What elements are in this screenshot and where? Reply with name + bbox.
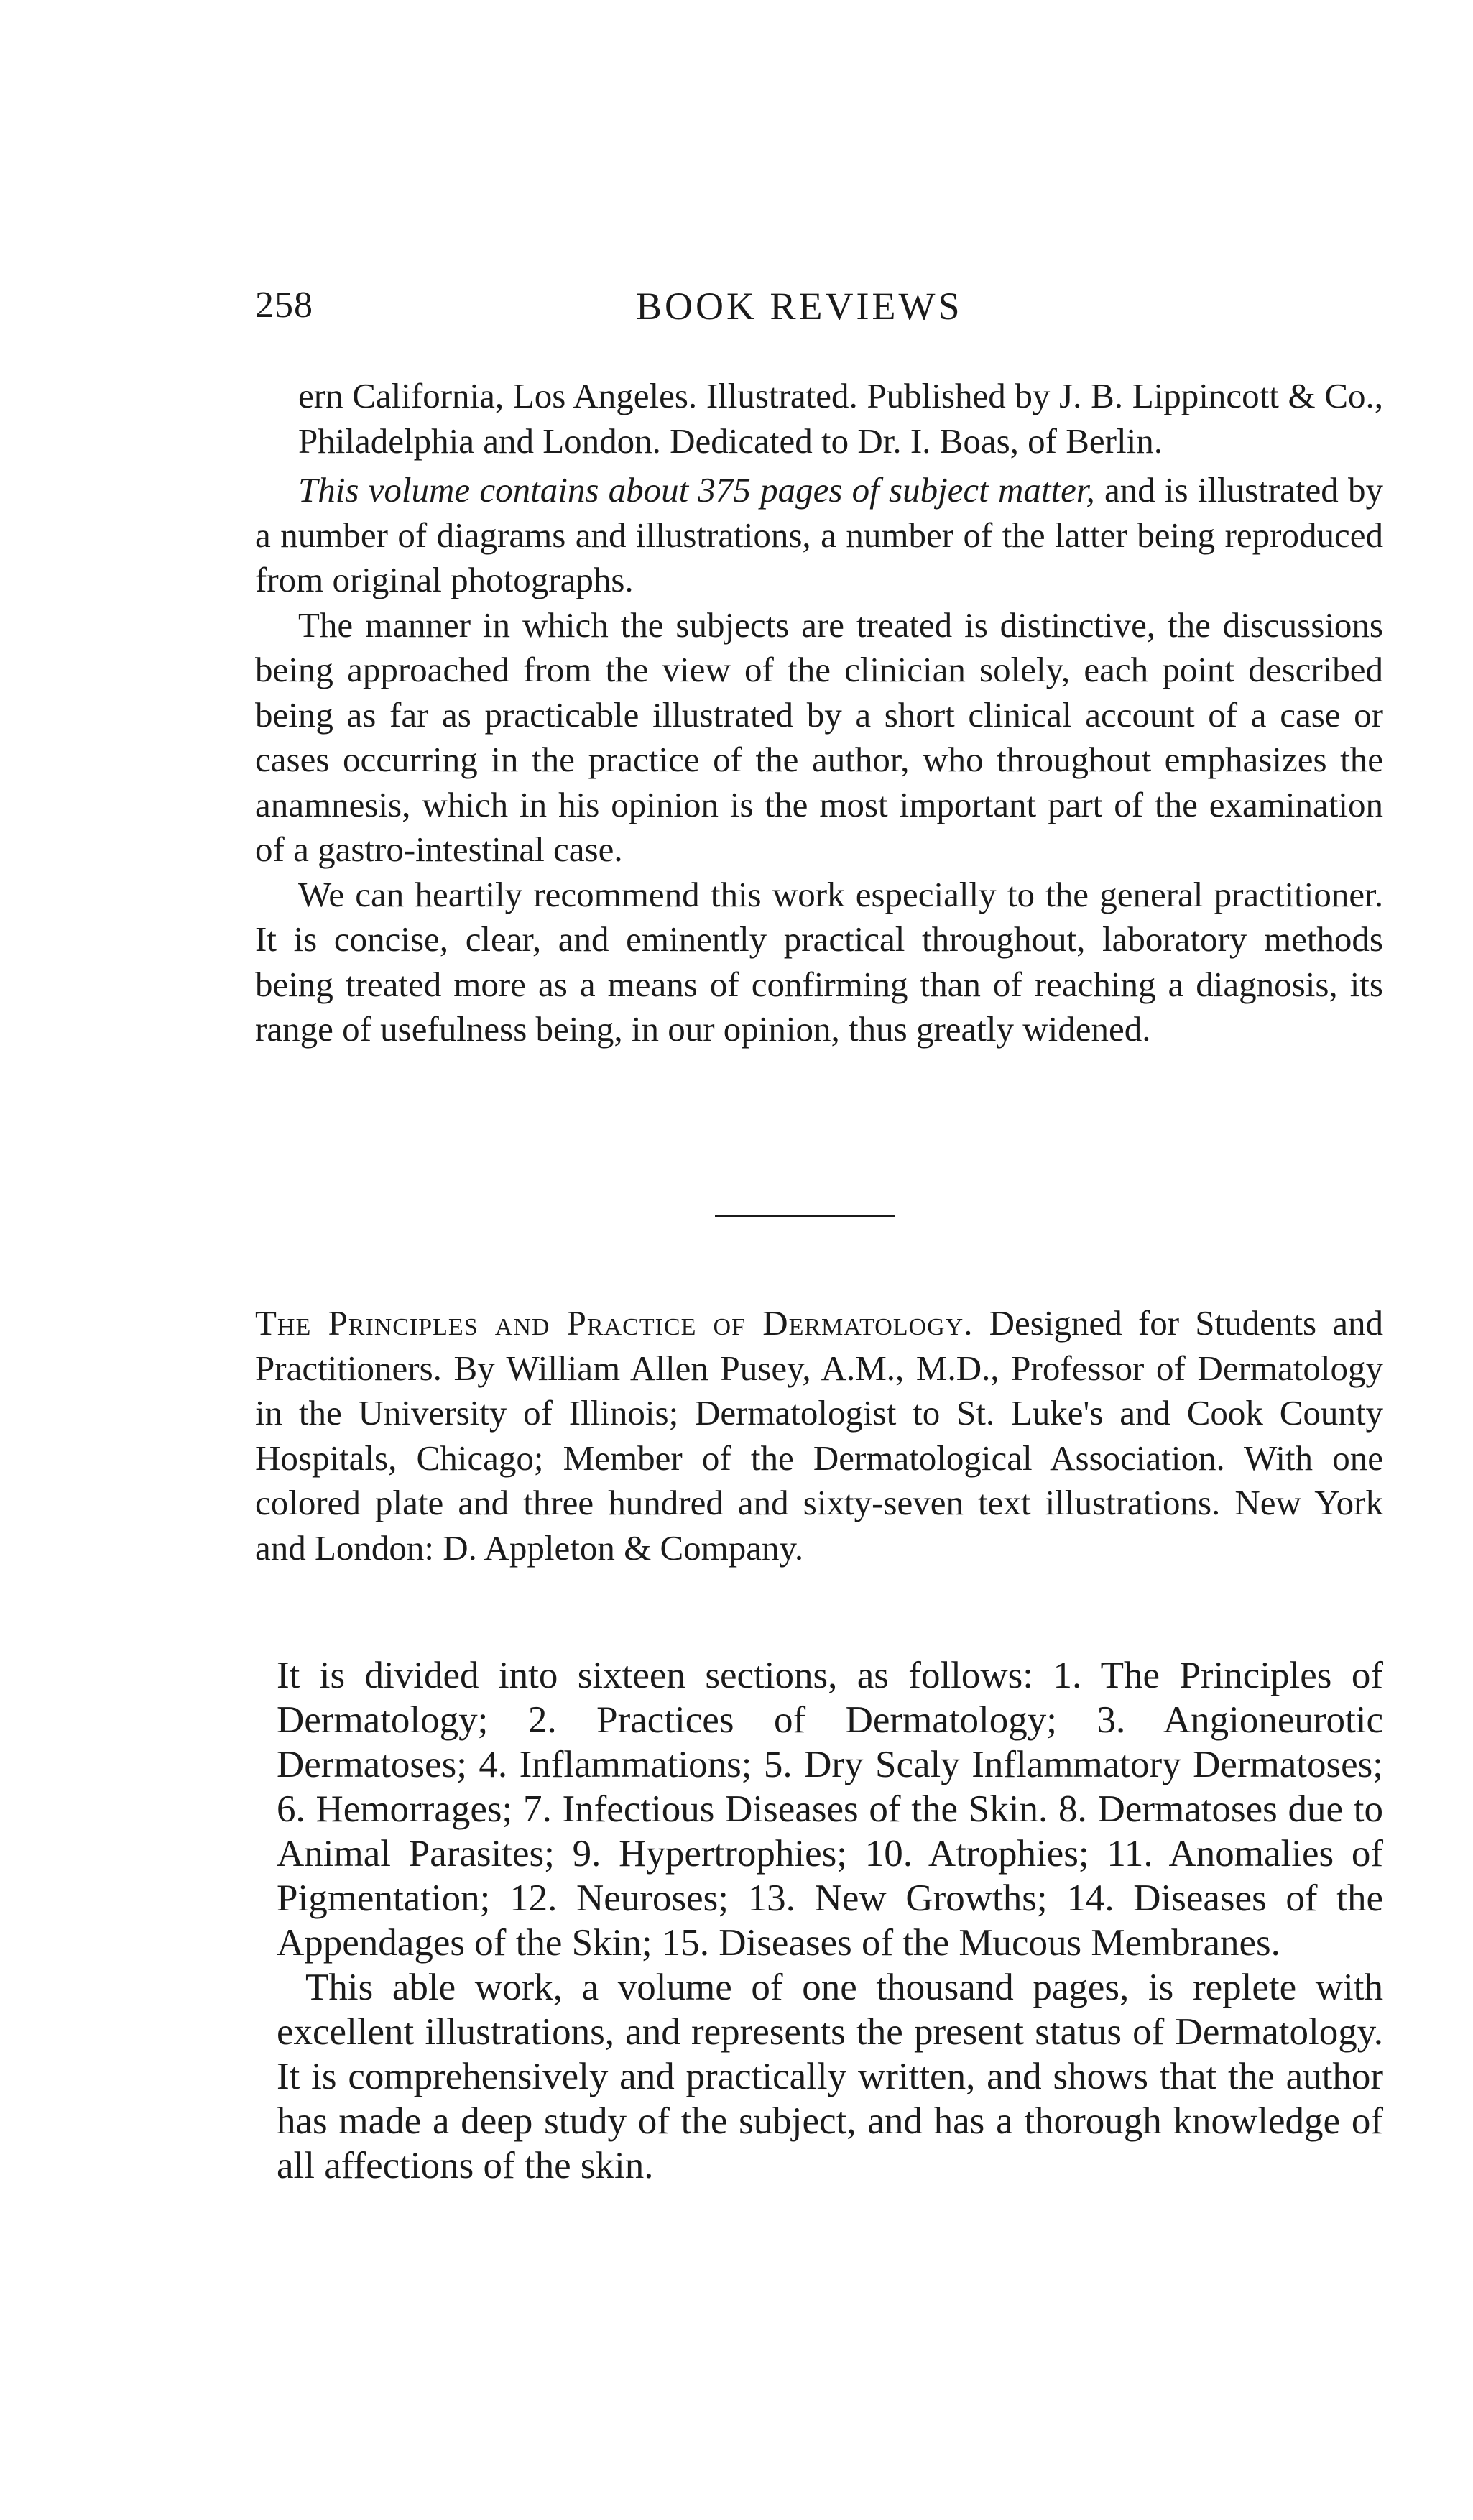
review-2 (277, 1653, 1383, 2188)
review-1-paragraph: We can heartily recommend this work especially to the general practitioner. It is concise, clear, and eminently practical throughout, laboratory methods being treated more as a means of confirming than of reaching a diagnosis, its range of usefulness being, in our opinion, thus greatly widened. (255, 874, 1383, 1049)
review-2-paragraph: It is divided into sixteen sections, as follows: 1. The Principles of Dermatology; 2. Practices of Dermatology; 3. Angioneurotic Dermatoses; 4. Inflammations; 5. Dry Scaly Inflammatory Dermatoses; 6. Hemorrages; 7. Infectious Diseases of the Skin. 8. Dermatoses due to Animal Parasites; 9. Hypertrophies; 10. Atrophies; 11. Anomalies of Pigmentation; 12. Neuroses; 13. New Growths; 14. Diseases of the Appendages of the Skin; 15. Diseases of the Mucous Membranes. (277, 1655, 1383, 1964)
page-header (255, 284, 1383, 334)
page-number: 258 (255, 285, 313, 326)
review-1-citation: ern California, Los Angeles. Illustrated. Published by J. B. Lippincott & Co., Philadelphia and London. Dedicated to Dr. I. Boas, of Berlin. (298, 376, 1383, 461)
review-2-citation (255, 1301, 1383, 1571)
book-citation: Designed for Students and Practitioners. By William Allen Pusey, A.M., M.D., Professor of Dermatology in the University of Illinois; Dermatologist to St. Luke's and Cook County Hospitals, Chicago; Member of the Dermatological Association. With one colored plate and three hundred and sixty-seven text illustrations. New York and London: D. Appleton & Company. (255, 1303, 1384, 1568)
review-1-paragraph: The manner in which the subjects are treated is distinctive, the discussions being approached from the view of the clinician solely, each point described being as far as practicable illustrated by a short clinical account of a case or cases occurring in the practice of the author, who throughout emphasizes the anamnesis, which in his opinion is the most important part of the examination of a gastro-intestinal case. (255, 604, 1383, 869)
book-title: The Principles and Practice of Dermatology. (255, 1303, 974, 1343)
review-1-paragraph (255, 468, 1383, 603)
review-1-italic-lead: This volume contains about 375 pages of subject matter, (298, 470, 1095, 510)
running-head: BOOK REVIEWS (636, 285, 963, 328)
review-1 (255, 374, 1383, 1052)
section-divider (715, 1215, 895, 1217)
review-1-paragraph-text: and is illustrated by a number of diagrams and illustrations, a number of the latter being reproduced from original photographs. (255, 470, 1383, 599)
review-2-paragraph: This able work, a volume of one thousand pages, is replete with excellent illustrations, and represents the present status of Dermatology. It is comprehensively and practically written, and shows that the author has made a deep study of the subject, and has a thorough knowledge of all affections of the skin. (277, 1967, 1383, 2186)
